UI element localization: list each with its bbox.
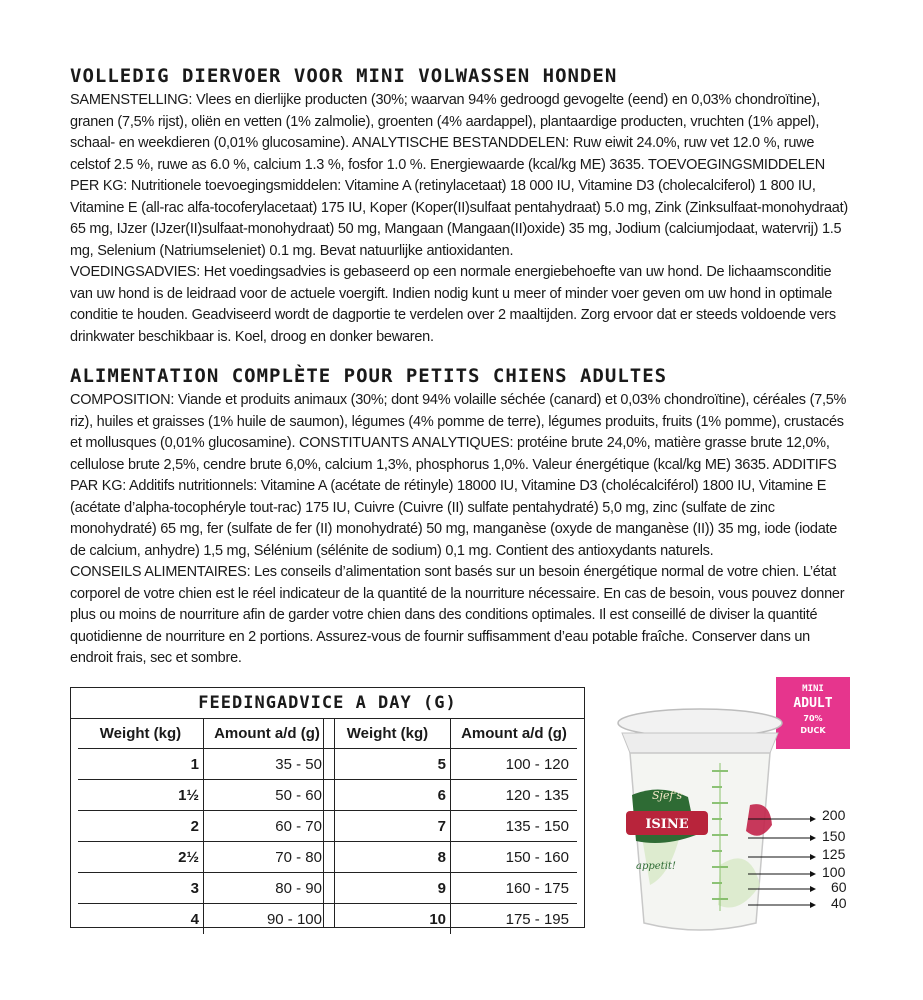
col-weight-header: Weight (kg): [325, 719, 451, 749]
marker-60: 60: [831, 879, 847, 895]
marker-100: 100: [822, 864, 846, 880]
nl-heading: VOLLEDIG DIERVOER VOOR MINI VOLWASSEN HONDEN: [70, 65, 618, 87]
col-amount-header: Amount a/d (g): [461, 725, 567, 742]
table-row: [325, 811, 577, 842]
feeding-table-left: [78, 719, 330, 934]
marker-arrowheads: [810, 816, 816, 908]
col-weight-header: Weight (kg): [78, 719, 204, 749]
slogan-text: appetit!: [636, 861, 676, 872]
amount-cell: 135 - 150: [451, 811, 578, 842]
amount-cell: 60 - 70: [204, 811, 331, 842]
marker-200: 200: [822, 807, 846, 823]
weight-cell: 10: [325, 904, 451, 935]
col-amount-header: Amount a/d (g): [214, 725, 320, 742]
weight-cell: 2½: [78, 842, 204, 873]
amount-cell: 175 - 195: [451, 904, 578, 935]
weight-cell: 6: [325, 780, 451, 811]
weight-cell: 1: [78, 749, 204, 780]
badge-text-3: 70%: [803, 714, 823, 723]
table-row: [325, 749, 577, 780]
table-row: [78, 811, 330, 842]
marker-150: 150: [822, 828, 846, 844]
weight-cell: 1½: [78, 780, 204, 811]
table-row: [78, 904, 330, 935]
weight-cell: 8: [325, 842, 451, 873]
amount-cell: 50 - 60: [204, 780, 331, 811]
weight-cell: 9: [325, 873, 451, 904]
brand-text: ISINE: [645, 817, 689, 832]
weight-cell: 2: [78, 811, 204, 842]
amount-cell: 90 - 100: [204, 904, 331, 935]
table-row: [325, 780, 577, 811]
cup-lid-band: [622, 733, 778, 753]
amount-cell: 150 - 160: [451, 842, 578, 873]
marker-40: 40: [831, 895, 847, 911]
marker-125: 125: [822, 846, 846, 862]
fr-section: [70, 364, 855, 670]
weight-cell: 5: [325, 749, 451, 780]
nl-advice: VOEDINGSADVIES: Het voedingsadvies is gebaseerd op een normale energiebehoefte van uw hond. De lichaamsconditie van uw hond is de leidraad voor de actuele voergift. Indien nodig kunt u meer of minder voer geven om uw hond in optimale conditie te houden. Geadviseerd wordt de dagportie te verdelen over 2 maaltijden. Zorg ervoor dat er steeds voldoende vers drinkwater beschikbaar is. Koel, droog en donker bewaren.: [70, 264, 836, 345]
nl-composition: SAMENSTELLING: Vlees en dierlijke producten (30%; waarvan 94% gedroogd gevogelte (eend) en 0,03% chondroïtine), granen (7,5% rijst), oliën en vetten (1% zalmolie), groenten (4% aardappel), plantaardige producten, vruchten (1% appel), schaal- en weekdieren (0,01% glucosamine). ANALYTISCHE BESTANDDELEN: Ruw eiwit 24.0%, ruw vet 12.0 %, ruwe celstof 2.5 %, ruwe as 6.0 %, calcium 1.3 %, fosfor 1.0 %. Energiewaarde (kcal/kg ME) 3635. TOEVOEGINGSMIDDELEN PER KG: Nutritionele toevoegingsmiddelen: Vitamine A (retinylacetaat) 18 000 IU, Vitamine D3 (cholecalciferol) 1 800 IU, Vitamine E (all-rac alfa-tocoferylacetaat) 175 IU, Koper (Koper(II)sulfaat pentahydraat) 5.0 mg, Zink (Zinksulfaat-monohydraat) 65 mg, IJzer (IJzer(II)sulfaat-monohydraat) 50 mg, Mangaan (Mangaan(II)oxide) 35 mg, Jodium (calciumjodaat, watervrij) 1.5 mg, Selenium (Natriumseleniet) 0.1 mg. Bevat natuurlijke antioxidanten.: [70, 92, 848, 259]
weight-cell: 7: [325, 811, 451, 842]
badge-text-2: ADULT: [793, 696, 833, 711]
measuring-cup-illustration: [600, 675, 880, 955]
amount-cell: 80 - 90: [204, 873, 331, 904]
feeding-table-right: [325, 719, 577, 934]
table-row: [325, 873, 577, 904]
feeding-table: [70, 687, 585, 928]
amount-cell: 120 - 135: [451, 780, 578, 811]
weight-cell: 4: [78, 904, 204, 935]
table-row: [78, 873, 330, 904]
feeding-title: FEEDINGADVICE A DAY (G): [71, 688, 584, 719]
table-row: [78, 780, 330, 811]
fr-heading: ALIMENTATION COMPLÈTE POUR PETITS CHIENS ADULTES: [70, 365, 668, 387]
table-row: [325, 842, 577, 873]
table-row: [325, 904, 577, 935]
fr-advice: CONSEILS ALIMENTAIRES: Les conseils d’alimentation sont basés sur un besoin énergétique normal de votre chien. L’état corporel de votre chien est le réel indicateur de la quantité de la nourriture nécessaire. En cas de besoin, vous pouvez donner plus ou moins de nourriture afin de garder votre chien dans des conditions optimales. Il est conseillé de diviser la quantité quotidienne de nourriture en 2 portions. Assurez-vous de fournir suffisamment d’eau potable fraîche. Conserver dans un endroit frais, sec et sombre.: [70, 564, 845, 666]
fr-composition: COMPOSITION: Viande et produits animaux (30%; dont 94% volaille séchée (canard) et 0,03% chondroïtine), céréales (7,5% riz), huiles et graisses (1% huile de saumon), légumes (4% pomme de terre), légumes produits, fruits (1% pomme), crustacés et mollusques (0,01% glucosamine). CONSTITUANTS ANALYTIQUES: protéine brute 24,0%, matière grasse brute 12,0%, cellulose brute 2,5%, cendre brute 6,0%, calcium 1,3%, phosphorus 1,0%. Valeur énergétique (kcal/kg ME) 3635. ADDITIFS PAR KG: Additifs nutritionnels: Vitamine A (acétate de rétinyle) 18000 IU, Vitamine D3 (cholécalciférol) 1800 IU, Vitamine E (acétate d’alpha-tocophéryle tout-rac) 175 IU, Cuivre (Cuivre (II) sulfate pentahydraté) 5,0 mg, zinc (sulfate de zinc monohydraté) 65 mg, fer (sulfate de fer (II) monohydraté) 50 mg, manganèse (oxyde de manganèse (II)) 35 mg, iode (iodate de calcium, anhydre) 1,5 mg, Sélénium (sélénite de sodium) 0,1 mg. Contient des antioxydants naturels.: [70, 392, 847, 559]
nl-section: [70, 64, 855, 348]
amount-cell: 35 - 50: [204, 749, 331, 780]
table-row: [78, 749, 330, 780]
amount-cell: 160 - 175: [451, 873, 578, 904]
weight-cell: 3: [78, 873, 204, 904]
table-row: [78, 842, 330, 873]
amount-cell: 70 - 80: [204, 842, 331, 873]
berry-splash: [746, 804, 772, 836]
brand-script: Sjef's: [652, 789, 683, 802]
badge-text-1: MINI: [802, 684, 824, 694]
amount-cell: 100 - 120: [451, 749, 578, 780]
badge-text-4: DUCK: [800, 726, 826, 735]
